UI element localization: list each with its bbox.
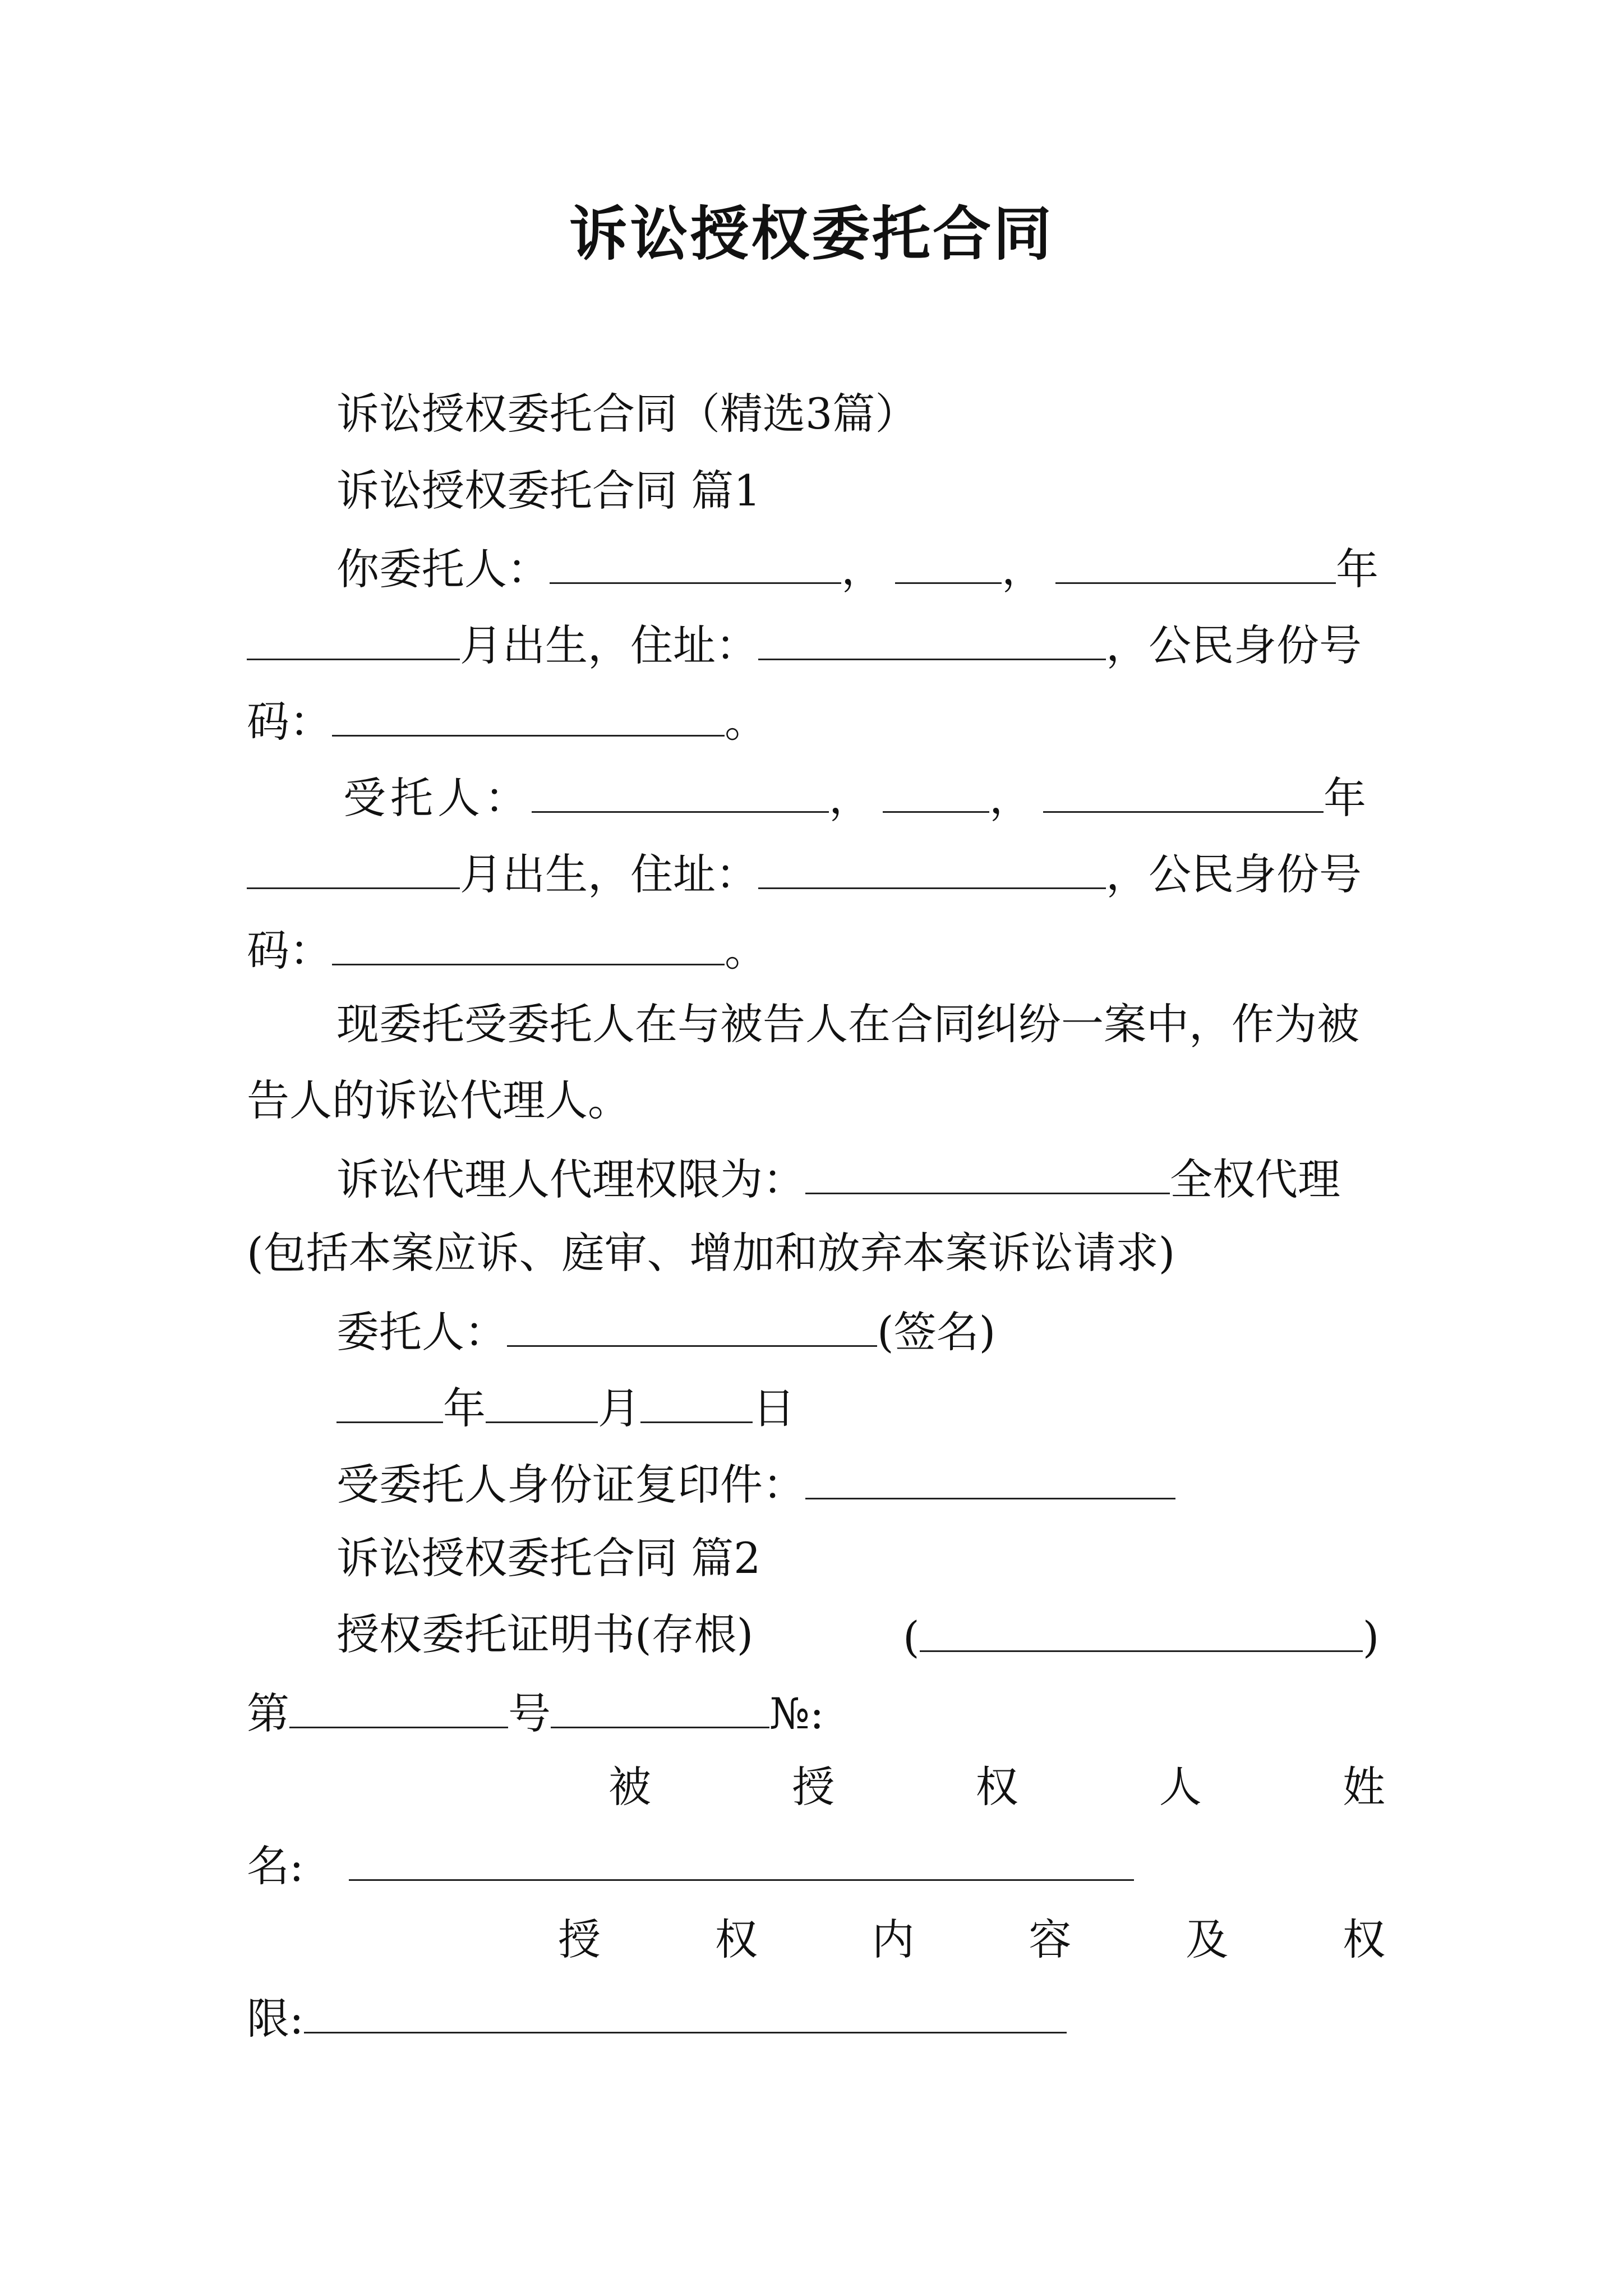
authority-blank[interactable] — [805, 1156, 1170, 1194]
authority-line — [336, 1154, 1340, 1204]
number-line — [247, 1688, 824, 1738]
paren-close: ) — [1362, 1612, 1380, 1662]
agent-id-blank[interactable] — [332, 927, 725, 965]
principal-gender-blank[interactable] — [895, 545, 1002, 584]
number-no-label: №: — [769, 1688, 824, 1738]
scope-blank[interactable] — [304, 1995, 1067, 2033]
authority-value: 全权代理 — [1170, 1154, 1340, 1204]
id-label-end: 码： — [247, 697, 332, 747]
authority-label: 诉讼代理人代理权限为： — [336, 1154, 805, 1204]
principal-birth-month-blank[interactable] — [247, 622, 460, 660]
agent-birth-year-blank[interactable] — [1043, 774, 1324, 813]
label-char: 被 — [608, 1762, 651, 1812]
label-char: 内 — [872, 1915, 915, 1964]
signature-blank[interactable] — [507, 1308, 877, 1347]
signature-suffix: (签名) — [877, 1307, 996, 1357]
principal-line-2 — [247, 620, 1362, 670]
stub-paren-line — [903, 1612, 1380, 1662]
label-char: 姓 — [1343, 1762, 1385, 1812]
grantee-name-label-end: 名: — [247, 1841, 304, 1891]
id-copy-blank[interactable] — [805, 1461, 1175, 1499]
date-month-blank[interactable] — [486, 1384, 598, 1423]
date-year-label: 年 — [443, 1383, 486, 1433]
stub-title-line — [336, 1609, 754, 1659]
principal-birth-year-blank[interactable] — [1055, 545, 1336, 584]
id-label-end: 码： — [247, 926, 332, 976]
principal-line-3 — [247, 697, 767, 747]
agent-line-1 — [343, 773, 1366, 823]
principal-id-blank[interactable] — [332, 698, 725, 737]
paren-open: ( — [903, 1612, 920, 1662]
comma: ， — [989, 773, 1032, 823]
date-month-label: 月 — [598, 1383, 640, 1433]
label-char: 及 — [1186, 1915, 1229, 1964]
id-label: ，公民身份号 — [1106, 849, 1362, 899]
stub-paren-blank[interactable] — [920, 1613, 1363, 1652]
label-char: 权 — [1342, 1915, 1385, 1964]
comma: ， — [1002, 544, 1044, 594]
subtitle: 诉讼授权委托合同（精选3篇） — [336, 389, 918, 439]
signer-label: 委托人： — [336, 1307, 507, 1357]
date-year-blank[interactable] — [336, 1384, 443, 1423]
principal-name-blank[interactable] — [550, 545, 841, 584]
id-copy-label: 受委托人身份证复印件： — [336, 1460, 805, 1510]
agent-label: 受托人： — [343, 773, 532, 823]
principal-address-blank[interactable] — [758, 622, 1106, 660]
date-day-label: 日 — [753, 1383, 795, 1433]
grantee-name-blank[interactable] — [349, 1842, 1134, 1881]
principal-line-1 — [336, 544, 1378, 594]
label-char: 权 — [714, 1915, 758, 1964]
label-char: 权 — [975, 1762, 1018, 1812]
agent-name-blank[interactable] — [532, 774, 829, 813]
label-char: 授 — [792, 1762, 835, 1812]
stub-title: 授权委托证明书(存根) — [336, 1609, 754, 1659]
month-birth-label: 月出生，住址： — [460, 620, 758, 670]
label-char: 授 — [558, 1915, 601, 1964]
period: 。 — [725, 697, 767, 747]
scope-label-spread — [558, 1915, 1385, 1964]
label-char: 容 — [1029, 1915, 1072, 1964]
grantee-name-line — [247, 1841, 1134, 1891]
year-label: 年 — [1336, 544, 1378, 594]
comma: ， — [829, 773, 872, 823]
number-blank-1[interactable] — [289, 1690, 508, 1728]
period: 。 — [725, 926, 767, 976]
principal-label: 你委托人： — [336, 544, 550, 594]
year-label: 年 — [1324, 773, 1366, 823]
number-blank-2[interactable] — [551, 1690, 769, 1728]
entrust-line-2: 告人的诉讼代理人。 — [247, 1075, 630, 1125]
id-copy-line — [336, 1460, 1175, 1510]
scope-line — [247, 1994, 1067, 2044]
entrust-line-1: 现委托受委托人在与被告人在合同纠纷一案中，作为被 — [336, 999, 1359, 1049]
month-birth-label: 月出生，住址： — [460, 849, 758, 899]
comma: ， — [841, 544, 884, 594]
grantee-name-label-spread — [608, 1762, 1385, 1812]
agent-line-3 — [247, 926, 767, 976]
document-title: 诉讼授权委托合同 — [569, 199, 1054, 268]
agent-gender-blank[interactable] — [883, 774, 989, 813]
agent-line-2 — [247, 849, 1362, 899]
number-prefix: 第 — [247, 1688, 289, 1738]
agent-birth-month-blank[interactable] — [247, 850, 460, 889]
id-label: ，公民身份号 — [1106, 620, 1362, 670]
signer-line — [336, 1307, 996, 1357]
agent-address-blank[interactable] — [758, 850, 1106, 889]
number-mid: 号 — [508, 1688, 551, 1738]
scope-label-end: 限: — [247, 1994, 304, 2044]
label-char: 人 — [1159, 1762, 1202, 1812]
part1-heading: 诉讼授权委托合同 篇1 — [336, 466, 761, 516]
date-day-blank[interactable] — [640, 1384, 753, 1423]
authority-detail: (包括本案应诉、庭审、增加和放弃本案诉讼请求) — [247, 1228, 1175, 1278]
part2-heading: 诉讼授权委托合同 篇2 — [336, 1533, 761, 1583]
date-line — [336, 1383, 795, 1433]
